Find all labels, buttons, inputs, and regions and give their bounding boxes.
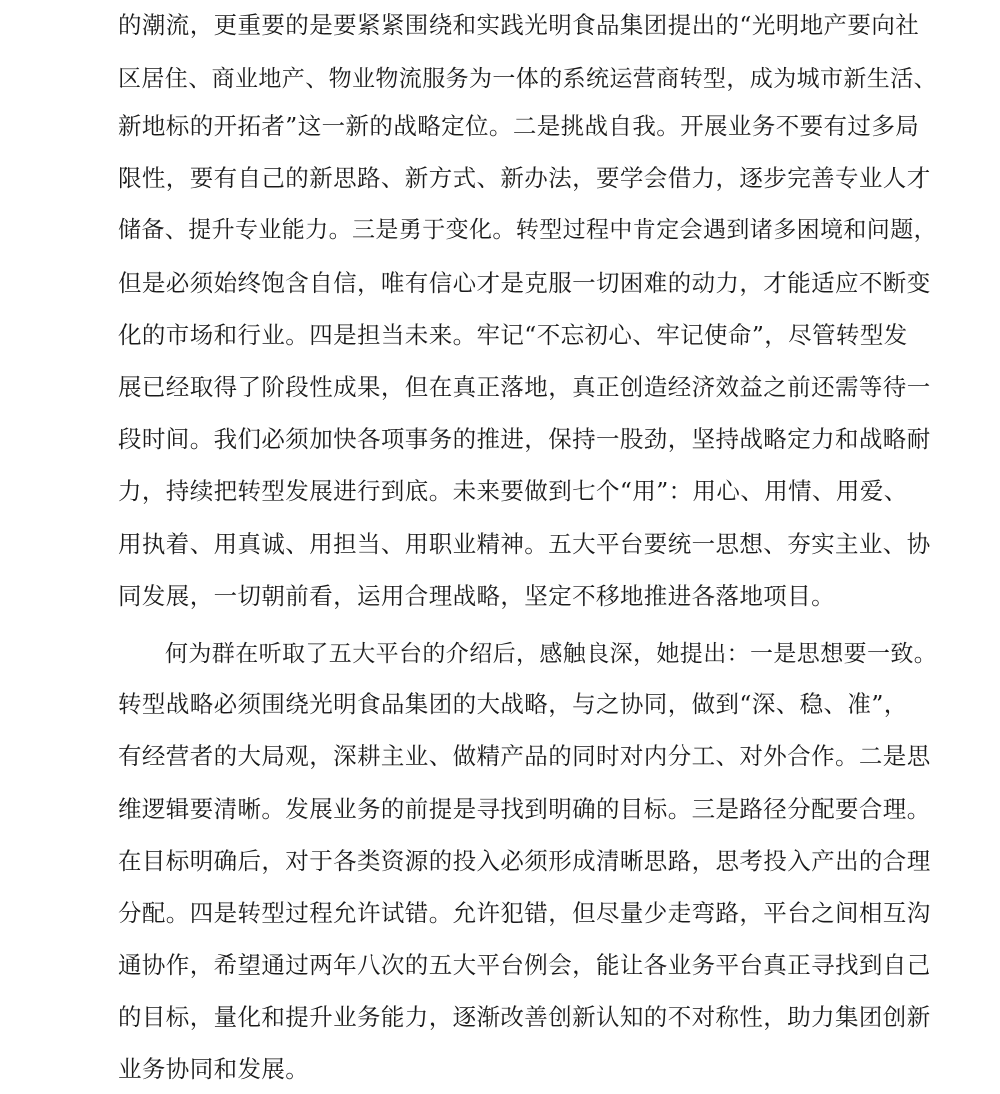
text-line: 分配。四是转型过程允许试错。允许犯错，但尽量少走弯路，平台之间相互沟	[118, 899, 931, 927]
text-line: 段时间。我们必须加快各项事务的推进，保持一股劲，坚持战略定力和战略耐	[118, 425, 931, 453]
text-line: 在目标明确后，对于各类资源的投入必须形成清晰思路，思考投入产出的合理	[118, 847, 931, 875]
text-line: 转型战略必须围绕光明食品集团的大战略，与之协同，做到“深、稳、准”，	[118, 690, 908, 718]
text-line: 储备、提升专业能力。三是勇于变化。转型过程中肯定会遇到诸多困境和问题，	[118, 217, 937, 243]
text-line: 化的市场和行业。四是担当未来。牢记“不忘初心、牢记使命”，尽管转型发	[118, 321, 908, 349]
text-line: 但是必须始终饱含自信，唯有信心才是克服一切困难的动力，才能适应不断变	[118, 269, 931, 297]
text-line: 维逻辑要清晰。发展业务的前提是寻找到明确的目标。三是路径分配要合理。	[118, 795, 931, 823]
text-line: 限性，要有自己的新思路、新方式、新办法，要学会借力，逐步完善专业人才	[118, 164, 931, 192]
text-line: 新地标的开拓者”这一新的战略定位。二是挑战自我。开展业务不要有过多局	[118, 112, 920, 140]
text-line: 区居住、商业地产、物业物流服务为一体的系统运营商转型，成为城市新生活、	[118, 66, 937, 92]
text-line: 同发展，一切朝前看，运用合理战略，坚定不移地推进各落地项目。	[118, 582, 835, 610]
text-line: 业务协同和发展。	[118, 1055, 310, 1083]
text-line: 何为群在听取了五大平台的介绍后，感触良深，她提出：一是思想要一致。	[165, 641, 938, 667]
text-line: 的目标，量化和提升业务能力，逐渐改善创新认知的不对称性，助力集团创新	[118, 1003, 931, 1031]
text-line: 力，持续把转型发展进行到底。未来要做到七个“用”：用心、用情、用爱、	[118, 477, 908, 505]
text-line: 通协作，希望通过两年八次的五大平台例会，能让各业务平台真正寻找到自己	[118, 951, 931, 979]
text-line: 展已经取得了阶段性成果，但在真正落地，真正创造经济效益之前还需等待一	[118, 373, 931, 401]
text-line: 的潮流，更重要的是要紧紧围绕和实践光明食品集团提出的“光明地产要向社	[118, 11, 920, 39]
text-line: 有经营者的大局观，深耕主业、做精产品的同时对内分工、对外合作。二是思	[118, 742, 931, 770]
text-line: 用执着、用真诚、用担当、用职业精神。五大平台要统一思想、夯实主业、协	[118, 530, 931, 558]
